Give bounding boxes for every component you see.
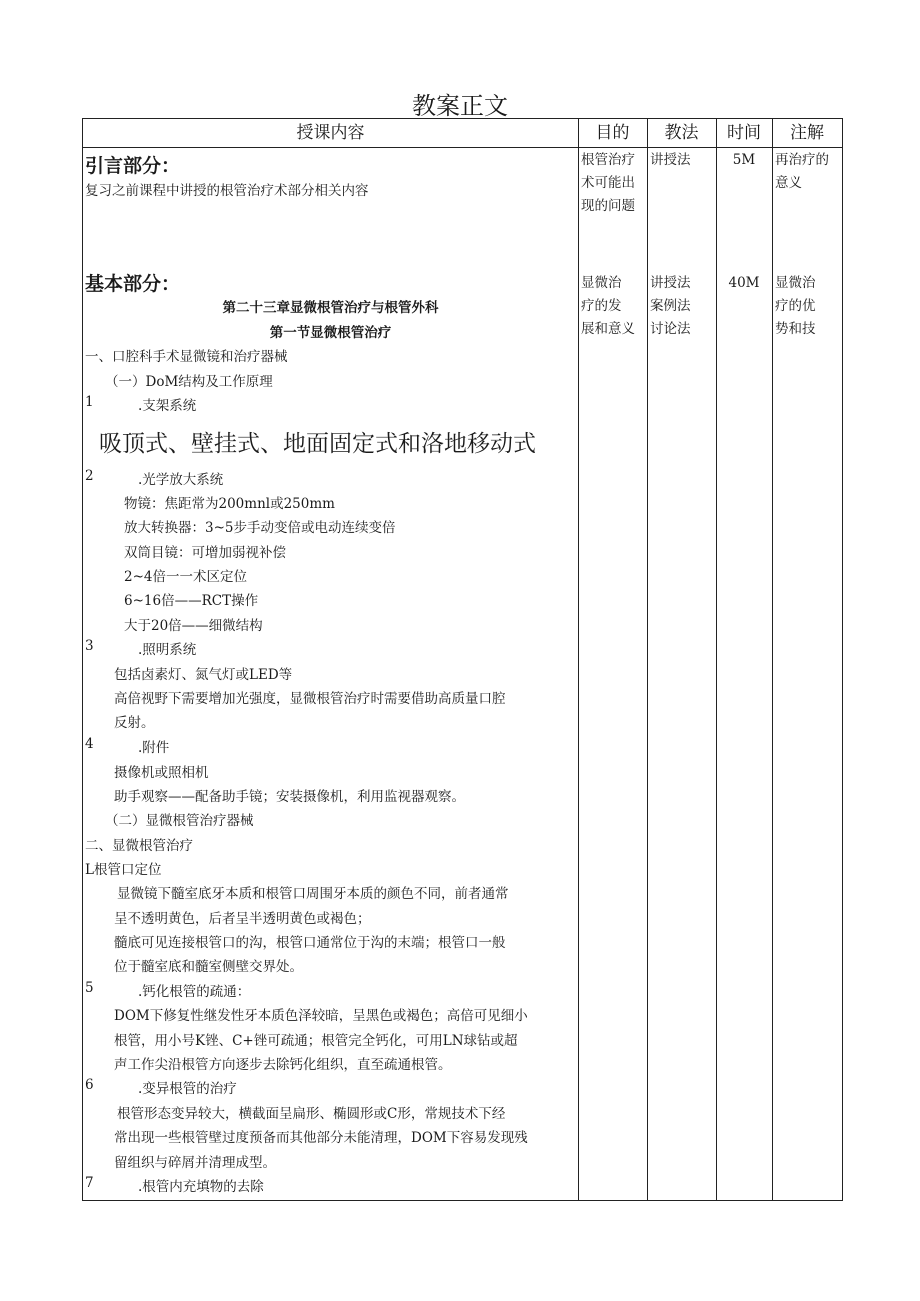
outline-line: L根管口定位 xyxy=(85,862,162,878)
outline-line: 摄像机或照相机 xyxy=(114,765,209,781)
emphasis-line: 吸顶式、壁挂式、地面固定式和洛地移动式 xyxy=(99,431,536,457)
intro-notes xyxy=(775,149,829,195)
intro-notes-line: 意义 xyxy=(775,175,802,191)
column-divider xyxy=(647,119,648,1200)
basic-time xyxy=(716,272,772,295)
intro-time xyxy=(716,149,772,172)
outline-line: .钙化根管的疏通： xyxy=(138,984,251,1000)
outline-line: （二）显微根管治疗器械 xyxy=(105,813,254,829)
outline-line: 二、显微根管治疗 xyxy=(85,838,193,854)
outline-line: 放大转换器：3~5步手动变倍或电动连续变倍 xyxy=(124,520,396,536)
outline-line: .根管内充填物的去除 xyxy=(138,1179,264,1195)
outline-line: 髓底可见连接根管口的沟，根管口通常位于沟的末端；根管口一般 xyxy=(114,935,506,951)
header-divider xyxy=(83,147,842,148)
basic-notes xyxy=(775,272,816,341)
header-content: 授课内容 xyxy=(296,123,365,143)
outline-line: 双筒目镜：可增加弱视补偿 xyxy=(124,545,286,561)
intro-method xyxy=(650,149,691,172)
header-method: 教法 xyxy=(664,123,699,143)
basic-method-line: 案例法 xyxy=(650,298,691,314)
item-number: 3 xyxy=(85,638,94,654)
item-number: 4 xyxy=(85,736,94,752)
intro-purpose-line: 根管治疗 xyxy=(581,152,635,168)
outline-line: .支架系统 xyxy=(138,398,197,414)
outline-line: 位于髓室底和髓室侧壁交界处。 xyxy=(114,959,303,975)
item-number: 2 xyxy=(85,468,94,484)
basic-notes-line: 疗的优 xyxy=(775,298,816,314)
intro-heading: 引言部分： xyxy=(85,155,181,177)
outline-line: 留组织与碎屑并清理成型。 xyxy=(114,1155,276,1171)
lesson-table xyxy=(82,118,843,1201)
outline-line: 6~16倍——RCT操作 xyxy=(124,593,259,609)
outline-line: 物镜：焦距常为200mnl或250mm xyxy=(124,496,335,512)
document-title: 教案正文 xyxy=(412,92,508,120)
outline-line: .照明系统 xyxy=(138,642,197,658)
outline-line: .附件 xyxy=(138,740,170,756)
outline-line: .变异根管的治疗 xyxy=(138,1081,237,1097)
outline-line: 2~4倍一一术区定位 xyxy=(124,569,247,585)
intro-text: 复习之前课程中讲授的根管治疗术部分相关内容 xyxy=(85,183,369,199)
chapter-title: 第二十三章显微根管治疗与根管外科 xyxy=(222,300,439,316)
basic-purpose-line: 显微治 xyxy=(581,275,622,291)
outline-line: 常出现一些根管壁过度预备而其他部分未能清理，DOM下容易发现残 xyxy=(114,1130,528,1146)
basic-purpose xyxy=(581,272,635,341)
column-divider xyxy=(578,119,579,1200)
outline-line: 声工作尖沿根管方向逐步去除钙化组织，直至疏通根管。 xyxy=(114,1057,452,1073)
basic-purpose-line: 疗的发 xyxy=(581,298,622,314)
outline-line: 显微镜下髓室底牙本质和根管口周围牙本质的颜色不同，前者通常 xyxy=(117,886,509,902)
outline-line: 根管形态变异较大，横截面呈扁形、椭圆形或C形，常规技术下经 xyxy=(117,1106,506,1122)
intro-method-text: 讲授法 xyxy=(650,152,691,168)
basic-purpose-line: 展和意义 xyxy=(581,321,635,337)
outline-line: .光学放大系统 xyxy=(138,472,224,488)
outline-line: 呈不透明黄色，后者呈半透明黄色或褐色； xyxy=(114,911,371,927)
basic-method-line: 讨论法 xyxy=(650,321,691,337)
outline-line: （一）DoM结构及工作原理 xyxy=(105,374,273,390)
intro-time-text: 5M xyxy=(732,152,756,168)
outline-line: 高倍视野下需要增加光强度，显微根管治疗时需要借助高质量口腔 xyxy=(114,691,506,707)
header-purpose: 目的 xyxy=(595,123,630,143)
outline-line: DOM下修复性继发性牙本质色泽较暗，呈黑色或褐色；高倍可见细小 xyxy=(114,1008,528,1024)
item-number: 6 xyxy=(85,1077,94,1093)
intro-purpose-line: 术可能出 xyxy=(581,175,635,191)
section-title: 第一节显微根管治疗 xyxy=(269,325,392,341)
column-divider xyxy=(772,119,773,1200)
intro-purpose-line: 现的问题 xyxy=(581,198,635,214)
intro-purpose xyxy=(581,149,635,218)
basic-time-text: 40M xyxy=(728,275,760,291)
outline-line: 包括卤素灯、氮气灯或LED等 xyxy=(114,667,293,683)
header-notes: 注解 xyxy=(790,123,824,143)
outline-line: 大于20倍——细微结构 xyxy=(124,618,263,634)
basic-method xyxy=(650,272,691,341)
outline-line: 一、口腔科手术显微镜和治疗器械 xyxy=(85,349,288,365)
outline-line: 反射。 xyxy=(114,715,155,731)
outline-line: 助手观察——配备助手镜；安装摄像机，利用监视器观察。 xyxy=(114,789,465,805)
intro-notes-line: 再治疗的 xyxy=(775,152,829,168)
item-number: 7 xyxy=(85,1175,94,1191)
item-number: 1 xyxy=(85,394,94,410)
basic-notes-line: 显微治 xyxy=(775,275,816,291)
basic-notes-line: 势和技 xyxy=(775,321,816,337)
outline-line: 根管，用小号K锉、C+锉可疏通；根管完全钙化，可用LN球钻或超 xyxy=(114,1033,518,1049)
basic-heading: 基本部分： xyxy=(85,273,181,295)
item-number: 5 xyxy=(85,980,94,996)
header-time: 时间 xyxy=(727,123,761,143)
basic-method-line: 讲授法 xyxy=(650,275,691,291)
